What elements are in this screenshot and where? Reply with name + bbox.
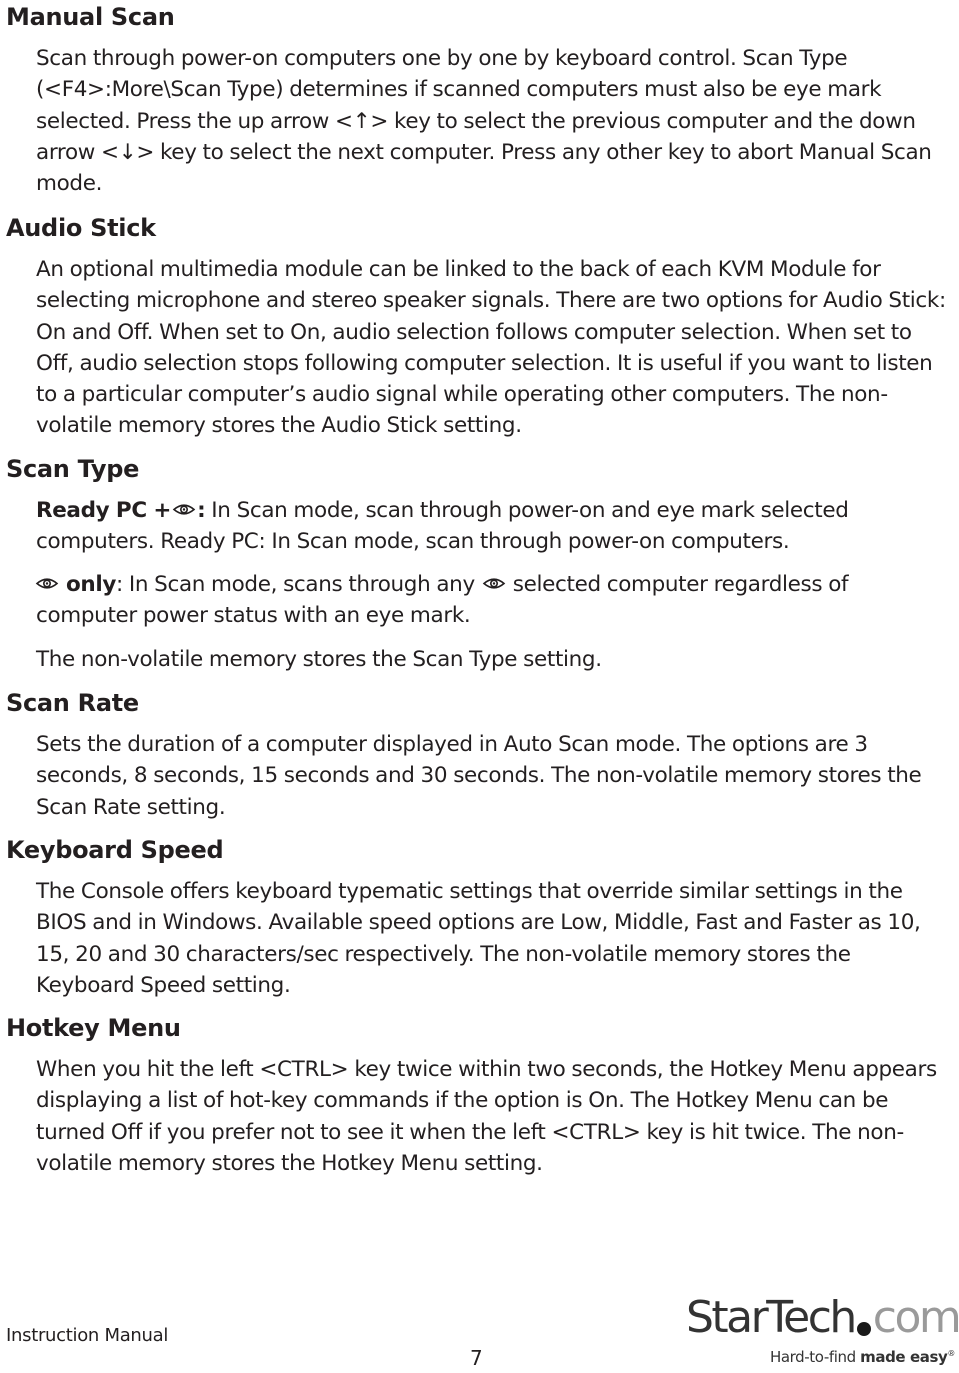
logo-com: com xyxy=(872,1292,959,1343)
logo-brand-name: StarTech xyxy=(686,1292,855,1343)
eye-only-description-a: : In Scan mode, scans through any xyxy=(116,572,475,597)
heading-scan-type: Scan Type xyxy=(6,455,140,483)
heading-manual-scan: Manual Scan xyxy=(6,3,175,31)
manual-scan-text-b: > key to select the previous computer and the down arrow < xyxy=(36,108,916,165)
manual-scan-text-c: > key to select the next computer. Press any other key to abort Manual Scan mode. xyxy=(36,139,932,197)
down-arrow-icon: ↓ xyxy=(118,139,137,165)
heading-scan-rate: Scan Rate xyxy=(6,689,139,717)
manual-scan-text xyxy=(36,43,946,199)
eye-icon xyxy=(36,577,58,590)
logo-wordmark xyxy=(686,1292,959,1344)
logo-tagline-a: Hard-to-find xyxy=(770,1348,856,1366)
ready-pc-description: In Scan mode, scan through power-on and eye mark selected computers. Ready PC: In Scan mode, scan through power-on computers. xyxy=(36,498,849,555)
logo-registered-mark: ® xyxy=(947,1349,956,1358)
eye-icon xyxy=(173,503,195,516)
ready-pc-colon: : xyxy=(197,498,206,523)
heading-hotkey-menu: Hotkey Menu xyxy=(6,1014,181,1042)
ready-pc-label: Ready PC + xyxy=(36,498,172,523)
logo-tagline-b: made easy xyxy=(860,1348,948,1366)
scan-rate-text: Sets the duration of a computer displayed in Auto Scan mode. The options are 3 seconds, 8 seconds, 15 seconds and 30 seconds. The non-volatile memory stores the Scan Rate setting. xyxy=(36,732,922,820)
heading-audio-stick: Audio Stick xyxy=(6,214,156,242)
footer-document-title: Instruction Manual xyxy=(6,1325,169,1346)
up-arrow-icon: ↑ xyxy=(352,108,371,134)
page-number: 7 xyxy=(470,1346,483,1370)
manual-scan-text-a: Scan through power-on computers one by one by keyboard control. Scan Type (<F4>:More\Scan Type) determines if scanned computers must also be eye mark selected. Press the up arrow < xyxy=(36,46,882,134)
logo-dot-icon xyxy=(857,1322,871,1336)
startech-logo xyxy=(686,1292,959,1370)
hotkey-menu-text: When you hit the left <CTRL> key twice within two seconds, the Hotkey Menu appears displaying a list of hot-key commands if the option is On. The Hotkey Menu can be turned Off if you prefer not to see it when the left <CTRL> key is hit twice. The non-volatile memory stores the Hotkey Menu setting. xyxy=(36,1057,937,1176)
eye-icon xyxy=(483,577,505,590)
eye-only-description-b: selected computer regardless of computer power status with an eye mark. xyxy=(36,572,849,629)
eye-only-label: only xyxy=(65,572,117,597)
scan-type-ready-pc-text xyxy=(36,495,946,558)
logo-tagline xyxy=(770,1348,955,1366)
audio-stick-text: An optional multimedia module can be linked to the back of each KVM Module for selecting microphone and stereo speaker signals. There are two options for Audio Stick: On and Off. When set to On, audio selection follows computer selection. When set to Off, audio selection stops following computer selection. It is useful if you want to listen to a particular computer’s audio signal while operating other computers. The non-volatile memory stores the Audio Stick setting. xyxy=(36,257,946,439)
keyboard-speed-text: The Console offers keyboard typematic settings that override similar settings in the BIOS and in Windows. Available speed options are Low, Middle, Fast and Faster as 10, 15, 20 and 30 characters/sec respectively. The non-volatile memory stores the Keyboard Speed setting. xyxy=(36,879,921,998)
scan-type-memory-text: The non-volatile memory stores the Scan Type setting. xyxy=(36,647,602,672)
scan-type-eye-only-text xyxy=(36,569,946,632)
heading-keyboard-speed: Keyboard Speed xyxy=(6,836,224,864)
